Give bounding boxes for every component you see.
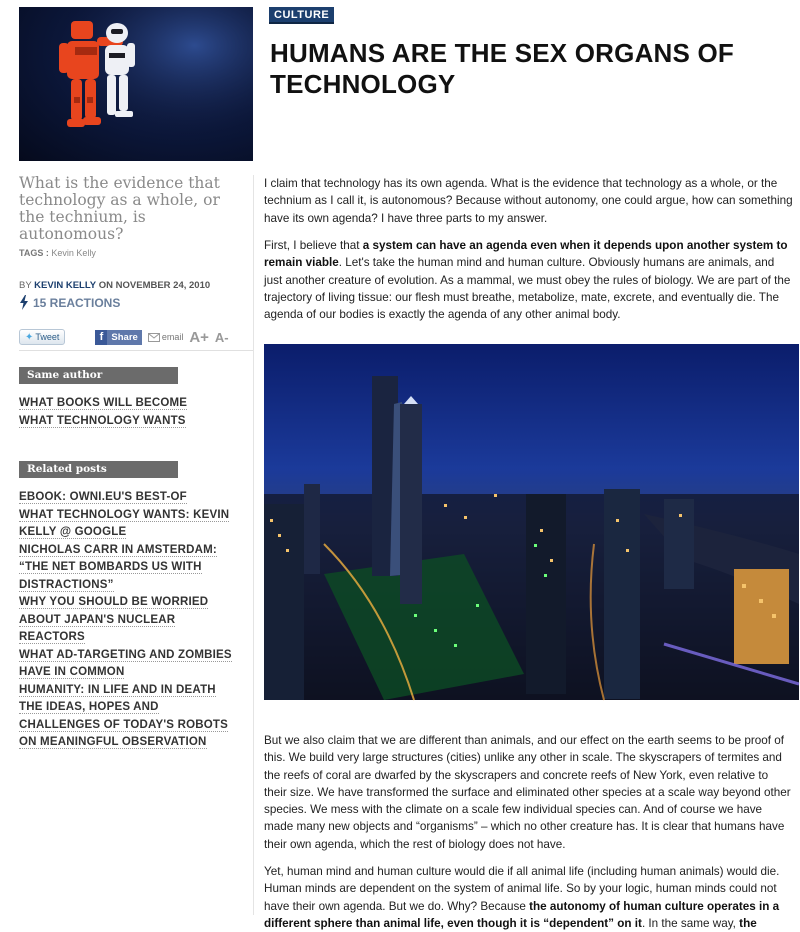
city-skyline-photo <box>264 344 799 700</box>
email-label: email <box>161 332 184 342</box>
sidebar-divider <box>19 350 253 351</box>
facebook-share-label: Share <box>107 330 141 345</box>
publish-date: NOVEMBER 24, 2010 <box>115 280 211 291</box>
tags-line <box>19 248 96 258</box>
related-post-link[interactable]: REACTORS <box>19 631 85 643</box>
category-badge[interactable]: CULTURE <box>269 7 334 24</box>
share-toolbar <box>19 326 249 348</box>
author-link[interactable]: KEVIN KELLY <box>34 280 97 291</box>
twitter-bird-icon: ✦ <box>25 331 34 343</box>
facebook-icon: f <box>95 330 107 345</box>
email-button[interactable] <box>148 332 184 342</box>
related-post-link[interactable]: WHY YOU SHOULD BE WORRIED <box>19 596 209 608</box>
related-post-link[interactable]: KELLY @ GOOGLE <box>19 526 127 538</box>
envelope-icon <box>148 333 160 342</box>
related-post-link[interactable]: WHAT AD-TARGETING AND ZOMBIES <box>19 648 232 661</box>
related-posts-list <box>19 489 244 752</box>
related-post-link[interactable]: HUMANITY: IN LIFE AND IN DEATH <box>19 683 216 696</box>
body-paragraph-4: Yet, human mind and human culture would die if all animal life (including human animals) would die. Human minds are dependent on the system of animal life. So by your logic, human minds could not have their own agenda. But we do. Why? Because the autonomy of human culture operates in a different sphere than animal life, even though it is “dependent” on it. In the same way, the <box>264 865 780 930</box>
related-post-link[interactable]: EBOOK: OWNI.EU'S BEST-OF <box>19 491 187 503</box>
reactions-link[interactable] <box>19 295 120 310</box>
article-hero-image <box>19 7 253 161</box>
by-label: BY <box>19 280 32 291</box>
same-author-link[interactable]: WHAT BOOKS WILL BECOME <box>19 397 188 409</box>
same-author-link[interactable]: WHAT TECHNOLOGY WANTS <box>19 414 186 427</box>
related-post-link[interactable]: CHALLENGES OF TODAY'S ROBOTS <box>19 718 228 731</box>
related-post-link[interactable]: ON MEANINGFUL OBSERVATION <box>19 736 207 748</box>
tweet-label: Tweet <box>35 332 60 342</box>
lightning-icon <box>19 295 29 310</box>
reactions-count: 15 REACTIONS <box>33 295 121 310</box>
font-decrease-button[interactable]: A- <box>214 329 229 345</box>
body-paragraph-1: I claim that technology has its own agenda. What is the evidence that technology as a whole, or the technium as I call it, is autonomous? Because without autonomy, one could argue, how can something have its own agenda? I have three parts to my answer. <box>264 177 793 225</box>
same-author-list <box>19 395 244 430</box>
on-label: ON <box>98 280 113 291</box>
article-title: HUMANS ARE THE SEX ORGANS OF TECHNOLOGY <box>270 38 735 99</box>
article-lede: What is the evidence that technology as a whole, or the technium, is autonomous? <box>19 174 220 243</box>
body-paragraph-3: But we also claim that we are different than animals, and our effect on the earth seems to be proof of this. We build very large structures (cities) unlike any other in scale. The skyscrapers of termites and the reefs of coral are dwarfed by the skyscrapers and concrete reefs of New York, even relative to their size. We have transformed the surface and eliminated other species at a scale way beyond other species. We mess with the climate on a scale few individual species can. And of course we have made many new objects and “organisms” – which no other creature has. It is clear that humans have their own agenda, which the rest of biology does not have. <box>264 734 791 851</box>
related-post-link[interactable]: “THE NET BOMBARDS US WITH <box>19 561 202 573</box>
font-increase-button[interactable]: A+ <box>189 328 209 346</box>
tweet-button[interactable] <box>19 329 65 345</box>
related-post-link[interactable]: HAVE IN COMMON <box>19 666 125 678</box>
related-posts-heading: Related posts <box>19 461 178 478</box>
body-paragraph-2: First, I believe that a system can have an agenda even when it depends upon another system to remain viable. Let's take the human mind and human culture. Obviously humans are animals, and just another creature of evolution. As a mammal, we must obey the rules of biology. We are part of the trajectory of living tissue: our flesh must breathe, metabolize, mate, excrete, and eventually die. The agenda of our bodies is exactly the agenda of any other animal body. <box>264 239 791 322</box>
related-post-link[interactable]: NICHOLAS CARR IN AMSTERDAM: <box>19 543 217 556</box>
tag-link[interactable]: Kevin Kelly <box>51 248 96 258</box>
facebook-share-button[interactable] <box>95 330 141 345</box>
tags-label: TAGS : <box>19 248 49 258</box>
related-post-link[interactable]: THE IDEAS, HOPES AND <box>19 701 159 713</box>
same-author-heading: Same author <box>19 367 178 384</box>
related-post-link[interactable]: WHAT TECHNOLOGY WANTS: KEVIN <box>19 508 230 521</box>
column-divider <box>253 175 254 915</box>
related-post-link[interactable]: ABOUT JAPAN'S NUCLEAR <box>19 613 176 626</box>
byline <box>19 280 210 291</box>
related-post-link[interactable]: DISTRACTIONS” <box>19 578 114 591</box>
